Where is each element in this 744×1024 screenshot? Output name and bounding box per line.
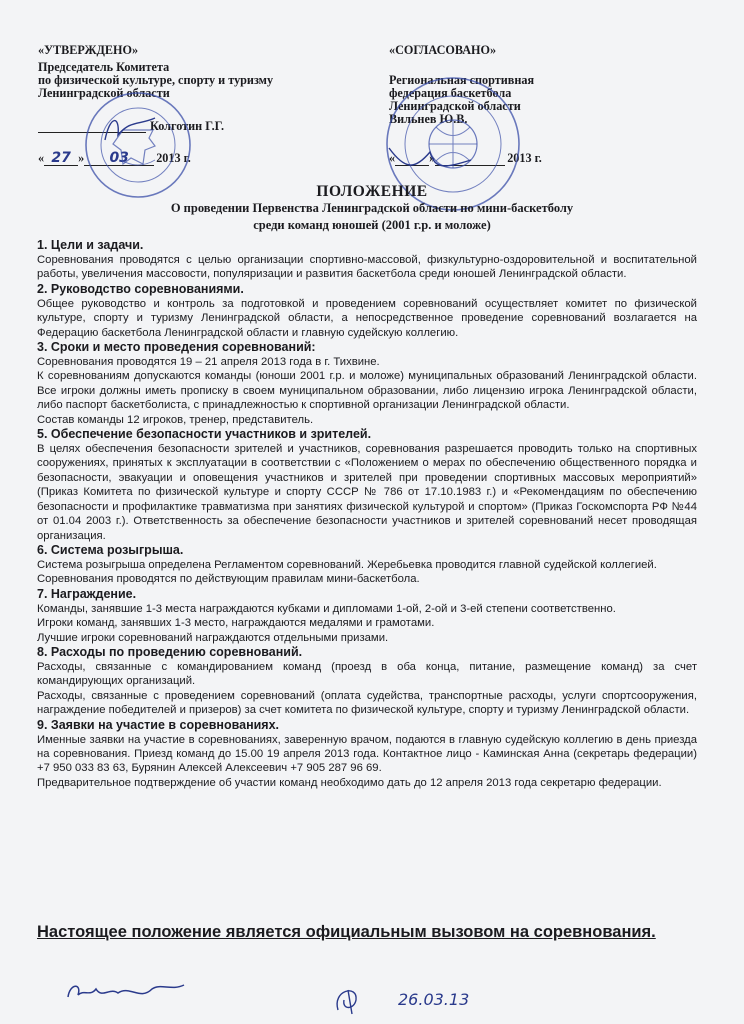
section xyxy=(37,543,697,587)
approved-label: «УТВЕРЖДЕНО» xyxy=(38,43,139,57)
section-paragraph: Расходы, связанные с командированием команд (проезд в оба конца, питание, размещение команд) за счет командирующих организаций. xyxy=(37,660,697,688)
approved-date-day: 27 xyxy=(44,152,78,166)
section-heading: 6. Система розыгрыша. xyxy=(37,542,184,557)
agreed-signer: Вильнев Ю.В. xyxy=(389,112,468,126)
section-paragraph: Соревнования проводятся по действующим правилам мини-баскетбола. xyxy=(37,573,420,586)
agreed-label: «СОГЛАСОВАНО» xyxy=(389,43,497,57)
agreed-line-1: Региональная спортивная xyxy=(389,73,535,87)
handwritten-date: 26.03.13 xyxy=(398,990,470,1009)
agreed-line-2: федерация баскетбола xyxy=(389,86,512,100)
approved-line-1: Председатель Комитета xyxy=(38,60,170,74)
section-heading: 2. Руководство соревнованиями. xyxy=(37,281,244,296)
approved-signature-icon xyxy=(100,110,160,150)
approved-signer: Колготин Г.Г. xyxy=(150,119,225,133)
section-paragraph: Лучшие игроки соревнований награждаются отдельными призами. xyxy=(37,631,389,644)
approved-line-3: Ленинградской области xyxy=(38,86,170,100)
document-subtitle-2: среди команд юношей (2001 г.р. и моложе) xyxy=(253,218,491,232)
section-paragraph: Предварительное подтверждение об участии команд необходимо дать до 12 апреля 2013 года секретарю федерации. xyxy=(37,776,662,789)
agreed-date: « » 2013 г. xyxy=(389,151,542,165)
section xyxy=(37,340,697,427)
section xyxy=(37,587,697,645)
section-paragraph: Общее руководство и контроль за подготовкой и проведением соревнований осуществляет комитет по физической культуре, спорту и туризму Ленинградской области, а непосредственное проведение соревнований возлагается на Федерацию баскетбола Ленинградской области и главную судейскую коллегию. xyxy=(37,297,697,339)
section xyxy=(37,238,697,282)
section-paragraph: Соревнования проводятся 19 – 21 апреля 2013 года в г. Тихвине. xyxy=(37,356,380,369)
section-heading: 5. Обеспечение безопасности участников и зрителей. xyxy=(37,427,372,442)
section-heading: 7. Награждение. xyxy=(37,586,137,601)
document-body xyxy=(37,238,697,790)
document-subtitle-1: О проведении Первенства Ленинградской области по мини-баскетболу xyxy=(170,201,574,215)
section-paragraph: Именные заявки на участие в соревнованиях, заверенную врачом, подаются в главную судейскую коллегию в день приезда на соревнования. Приезд команд до 15.00 19 апреля 2013 года. Контактное лицо - Каминская Анна (секретарь федерации) +7 950 033 83 63, Бурянин Алексей Алексеевич +7 905 287 96 69. xyxy=(37,733,697,775)
agreed-line-3: Ленинградской области xyxy=(389,99,521,113)
section-paragraph: К соревнованиям допускаются команды (юноши 2001 г.р. и моложе) муниципальных образований Ленинградской области. Все игроки должны иметь прописку в своем муниципальном образовании, либо лицензию игрока Ленинградской области, либо паспорт баскетболиста, с принадлежностью к спортивной организации Ленинградской области. xyxy=(37,370,697,412)
closing-statement: Настоящее положение является официальным вызовом на соревнования. xyxy=(37,923,656,941)
section xyxy=(37,645,697,718)
section xyxy=(37,282,697,340)
document-title: ПОЛОЖЕНИЕ xyxy=(316,183,428,200)
agreed-signature-icon xyxy=(385,140,475,180)
section-paragraph: Система розыгрыша определена Регламентом соревнований. Жеребьевка проводится главной судейской коллегией. xyxy=(37,558,657,571)
section xyxy=(37,427,697,543)
section-heading: 8. Расходы по проведению соревнований. xyxy=(37,644,303,659)
initials-scribble-icon xyxy=(328,980,368,1018)
section-paragraph: В целях обеспечения безопасности зрителей и участников, соревнования разрешается проводить только на спортивных сооружениях, принятых к эксплуатации в соответствии с «Положением о мерах по обеспечению общественного порядка и безопасности, эвакуации и оповещения участников и зрителей при проведении спортивных массовых мероприятий» (Приказ Комитета по физической культуре и спорту СССР № 786 от 17.10.1983 г.) и «Рекомендациям по обеспечению безопасности и профилактике травматизма при занятиях физической культурой и спортом» (Приказ Госкомспорта РФ №44 от 01.04 2003 г.). Ответственность за обеспечение безопасности участников и зрителей соревнований несет проводящая организация. xyxy=(37,443,697,542)
section-paragraph: Состав команды 12 игроков, тренер, представитель. xyxy=(37,413,314,426)
approved-date: « 27 » 03 2013 г. xyxy=(38,150,191,166)
section-heading: 9. Заявки на участие в соревнованиях. xyxy=(37,717,280,732)
section-paragraph: Игроки команд, занявших 1-3 место, награждаются медалями и грамотами. xyxy=(37,617,435,630)
approved-date-month: 03 xyxy=(84,152,154,166)
section-paragraph: Команды, занявшие 1-3 места награждаются кубками и дипломами 1-ой, 2-ой и 3-ей степени соответственно. xyxy=(37,602,616,615)
section-paragraph: Соревнования проводятся с целью организации спортивно-массовой, физкультурно-оздоровительной и воспитательной работы, увеличения массовости, популяризации и развития баскетбола среди юношей Ленинградской области. xyxy=(37,254,697,281)
section xyxy=(37,718,697,791)
section-paragraph: Расходы, связанные с проведением соревнований (оплата судейства, транспортные расходы, услуги спортсооружения, награждение победителей и призеров) за счет комитета по физической культуре, спорту и туризму Ленинградской области. xyxy=(37,689,697,717)
section-heading: 1. Цели и задачи. xyxy=(37,238,144,252)
approved-line-2: по физической культуре, спорту и туризму xyxy=(38,73,274,87)
section-heading: 3. Сроки и место проведения соревнований: xyxy=(37,340,316,355)
handwritten-signature-icon xyxy=(60,975,190,1015)
